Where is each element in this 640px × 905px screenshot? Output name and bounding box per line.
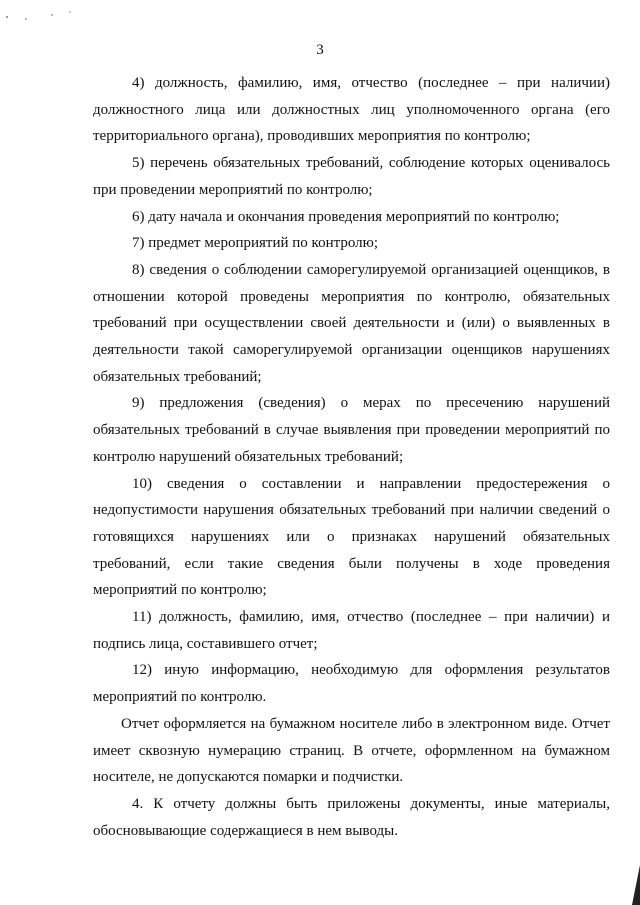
list-item-6: 6) дату начала и окончания проведения мероприятий по контролю; xyxy=(132,208,560,225)
document-body xyxy=(93,70,610,844)
scan-edge-mark xyxy=(626,865,640,905)
list-item-9: 9) предложения (сведения) о мерах по пресечению нарушений обязательных требований в случае выявления при проведении мероприятий по контролю нарушений обязательных требований; xyxy=(93,395,610,465)
list-item-4: 4) должность, фамилию, имя, отчество (последнее – при наличии) должностного лица или должностных лиц уполномоченного органа (его территориального органа), проводивших мероприятия по контролю; xyxy=(93,75,610,145)
scan-speck-marks xyxy=(4,8,84,22)
list-item-5: 5) перечень обязательных требований, соблюдение которых оценивалось при проведении мероприятий по контролю; xyxy=(93,155,610,198)
list-item-8: 8) сведения о соблюдении саморегулируемой организацией оценщиков, в отношении которой проведены мероприятия по контролю, обязательных требований при осуществлении своей деятельности и (или) о выявленных в деятельности такой саморегулируемой организации оценщиков нарушениях обязательных требований; xyxy=(93,261,610,385)
section-4-paragraph: 4. К отчету должны быть приложены документы, иные материалы, обосновывающие содержащиеся в нем выводы. xyxy=(93,795,610,839)
list-item-12: 12) иную информацию, необходимую для оформления результатов мероприятий по контролю. xyxy=(93,662,610,706)
report-format-paragraph: Отчет оформляется на бумажном носителе либо в электронном виде. Отчет имеет сквозную нумерацию страниц. В отчете, оформленном на бумажном носителе, не допускаются помарки и подчистки. xyxy=(93,715,610,786)
list-item-10: 10) сведения о составлении и направлении предостережения о недопустимости нарушения обязательных требований при наличии сведений о готовящихся нарушениях или о признаках нарушений обязательных требований, если такие сведения были получены в ходе проведения мероприятий по контролю; xyxy=(93,475,610,599)
page-number: 3 xyxy=(316,42,324,58)
list-item-11: 11) должность, фамилию, имя, отчество (последнее – при наличии) и подпись лица, составившего отчет; xyxy=(93,609,610,652)
list-item-7: 7) предмет мероприятий по контролю; xyxy=(132,235,379,252)
